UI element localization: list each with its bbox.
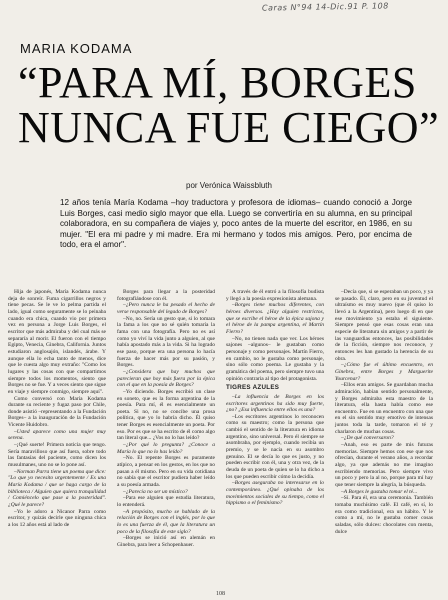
body-paragraph: –No. El repente Borges es puramente atípico, a pensar en los gestos, en los que no pasan a él mismo. Pero en su vida cotidiana no sabía que el escritor pudiera haber leído a su poesía armada. <box>117 455 215 489</box>
body-paragraph: Borges para llegar a la posteridad fotografiándose con él. <box>117 289 215 302</box>
article-headline <box>18 60 438 150</box>
interview-question: –¿Considera que hay muchos que parecieran que hoy más fuera por la épica con el que en la poesía de Borges? <box>117 368 215 389</box>
headline-line-2: NUNCA FUE CIEGO” <box>18 103 440 152</box>
body-paragraph: –Para ese alguien que estudia literatura, lo entenderá. <box>117 495 215 508</box>
body-paragraph: Como conversó con María Kodama durante su reciente y fugaz paso por Chile, donde asistió –representando a la Fundación Borges– a la inauguración de la Fundación Vicente Huidobro. <box>8 395 106 429</box>
interview-question: –A Borges le gustaba tomar el té... <box>341 488 418 495</box>
handwritten-citation-note: Caras N°94 14-Dic.91 P. 108 <box>261 1 389 13</box>
interview-question: –¿Cómo fue el último encuentro, en Ginebra, entre Borges y Marguerite Yourcenar? <box>335 362 433 382</box>
interview-question: –¿Por qué lo pregunta? ¿Conoce a María lo que no lo has leído? <box>117 442 215 455</box>
body-paragraph: –Ellos eran amigos. Se guardaban mucha admiración, habían sentido personalmente, y Borges admiraba esta maestro de la literatura, ella hasta había como ese encuentro. Fue en un encuentro con una que en el sin sentido muy emotivo de intensas juntos toda la tarde, tomaron el té y charlaron de muchas cosas. <box>335 382 433 435</box>
body-paragraph: Hija de japonés, María Kodama nunca deja de sonreír. Fuma cigarrillos negros y tiene pecas. Se le ve lo pelma partida el lado, igual como seguramente se lo peinaba cuando era chica, cuando vio por primera vez en persona a Jorge Luis Borges, el escritor que más admiraba y del cual más se separaría al morir. El fueron con el tiempo Egipto, Venecia, Ginebra, California. Juntos estudiaron anglosajón, islandés, árabe. Y aunque ella lo echa tanto de menos, dice que le cuesta algo muy extraño: "Como los lugares y las cosas con que compartimos siempre todos los momentos, siento que Borges no se fue. Y a veces siento que sigue en viaje y siempre conmigo, siempre aquí". <box>8 289 106 395</box>
article-kicker: MARIA KODAMA <box>20 41 133 56</box>
lead-paragraph: 12 años tenía María Kodama –hoy traductora y profesora de idiomas– cuando conoció a Jorge Luis Borges, casi medio siglo mayor que ella. Luego se convertiría en su alumna, en su principal colaboradora, en su compañera de viajes y, poco antes de la muerte del escritor, en 1986, en su mujer. "El era mi padre y mi madre. Era mi hermano y todos mis amigos. Pero, por encima de todo, era el amor". <box>60 198 412 250</box>
body-paragraph: –Borges se inició así en alemán en Ginebra, para leer a Schopenhauer. <box>117 535 215 548</box>
body-paragraph: –Decía que, si se esperaban un poco, y ya se pasado. Él, claro, pero en su juventud el ultraísmo es muy nuevo (que él quiso lo llevó a la Argentina), pero luego di en que ese movimiento ya estaba el siguiente. Siempre pensó que esas cosas eran una especie de literatura sin amigos y a partir de las vanguardias entonces, las posibilidades de la ficción, siempre nos reconoce, y entonces les han gustado la herencia de su obra. <box>335 289 433 362</box>
interview-question: –Borges aseguraba no interesarse en lo contemporáneo. ¿Qué opinaba de los movimientos sociales de su tiempo, como el hippismo o el feminismo? <box>226 480 324 507</box>
interview-question: –A propósito, mucho se hablado de la relación de Borges con el inglés, por lo que lo es una fuerza de él, que la literatura un poco de la filosofía de este siglo? <box>117 508 215 535</box>
body-paragraph: –Anah, eso es parte de mis futuras memorias. Siempre hemos con ese que nos ofrecían, durante el verano años, a recordar algo, ya que además no me imagino escribiendo memorias. Pero siempre vivo un poco y pero la al no, porque para mí hay que tener siempre la alegría, la búsqueda. <box>335 442 433 489</box>
interview-question: –¿De qué conversaron? <box>341 435 394 442</box>
body-paragraph: –Yo diciendo. Borges escribió un clase en soneto, que es la forma argentina de la poesía. Para mí, él es esencialmente un poeta. Si no, no se concibe una prosa política, que yo lo habría dicho. Él quiso tener Borges es esencialmente un poeta. Por eso. Por es que se ha escrito de él como algo tan literal que... ¿Vos no lo has leído? <box>117 388 215 442</box>
interview-question: –¿Pero nunca le ha pesado el hecho de verse responsable del legado de Borges? <box>117 302 215 315</box>
body-paragraph: –Yo le adoro a Nicanor Parra como escritor, y quizás decirle que ninguna chica a los 12 años está al lado de <box>8 508 106 528</box>
body-column-2 <box>117 289 215 549</box>
interview-question: –Norman Parra tiene un poema que dice: "Lo que yo necesito urgentemente / Es una María Kodama / que se haga cargo de la biblioteca / Alguien que quiera tranquilidad / Comiéncelo que pase a la posteridad". ¿Qué le parece? <box>8 468 106 508</box>
body-column-1 <box>8 289 106 529</box>
body-paragraph: –Los escritores argentinos lo reconocen como su maestro; como la persona que cambió el sentido de la literatura en idioma argentino, sino universal. Pero él siempre se asombraba, por ejemplo, cuando recibía un premio, y se le nacía en su asombro genuino. El se decía lo que es justo, y no pueden escribir con él, una y otra vez, de la deuda de un poeta de quien se lo ha dicho a los que pueden escribir cómo la decidía. <box>226 413 324 480</box>
body-paragraph: –No, no tienen nada que ver. Los héroes sajones –algunos– le gustaban como personaje y como personajes. Martín Fierro, en cambio, no le gustaba como personaje, sino sólo como poema. Le gustaba y la gramática del poema, pero siempre tuvo una opinión contraria al tipo del protagonista. <box>226 335 324 382</box>
body-paragraph: –No, no. Sería un gesto que, si lo tomara la fama a los que no sé quién tomaría la fama con una fotografía. Pero no es así como yo viví la vida junto a alguien, al que había apostado más a la vida. Si ha logrado ese paso, porque era una persona lo hacía fuerza de hacer más por su pasión, y Borges. <box>117 315 215 369</box>
interview-question: –Borges tiene muchos diferentes, con héroes diversos. ¿Hay alguien restrictos, que se escribe el héroe de la épica sajona y el héroe de la pampa argentina, el Martín Fierro? <box>226 302 324 335</box>
body-column-4 <box>335 289 433 535</box>
page-number: 108 <box>216 591 225 597</box>
interview-question: –La influencia de Borges en los escritores argentinos ha sido muy fuerte, ¿no? ¿Esa influencia entre ellos es una? <box>226 393 324 414</box>
body-paragraph: –Sí. Para él, era una ceremonia. También tomaba muchísimo café. El café, en sí, lo era como tradicional, era un hábito. Y le como a mí, no le gustaba comer cosas saladas, sólo dulces: chocolates con menta, dulce <box>335 495 433 535</box>
section-subheading: TIGRES AZULES <box>226 384 280 392</box>
byline: por Verónica Waissbluth <box>186 181 272 190</box>
body-paragraph: –¡Qué suerte! Primera noticia que tengo. Sería maravilloso que así fuera, sobre todo las fantasías del paciente, como dicen los musulmanes, uno no se lo pone así. <box>8 442 106 469</box>
interview-question: –Usted aparece como una mujer muy serena. <box>8 428 106 442</box>
headline-line-1: “PARA MÍ, BORGES <box>18 58 417 107</box>
body-column-3 <box>226 289 324 507</box>
body-paragraph: A través de él entró a la filosofía budista y llegó a la poesía expresionista alemana. <box>226 289 324 302</box>
interview-question: –¿Parecía no ser un místico? <box>123 488 188 495</box>
